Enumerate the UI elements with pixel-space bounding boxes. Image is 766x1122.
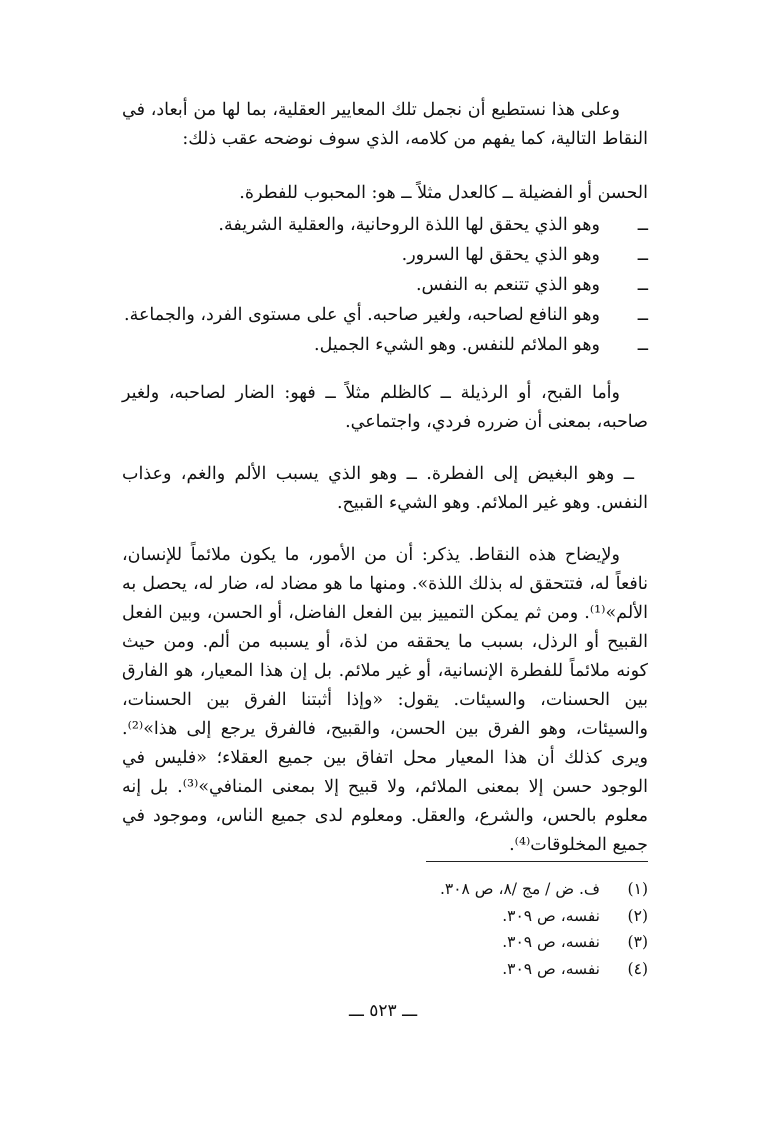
dash-marker: ــ bbox=[637, 275, 648, 295]
good-attributes-list bbox=[122, 210, 648, 360]
dash-marker: ــ bbox=[637, 305, 648, 325]
dash-marker: ــ bbox=[637, 215, 648, 235]
dash-marker: ــ bbox=[637, 335, 648, 355]
page-number: ـــ ٥٢٣ ـــ bbox=[348, 1001, 418, 1021]
list-item: ــوهو الذي يحقق لها اللذة الروحانية، والعقلية الشريفة. bbox=[122, 210, 648, 240]
footnote-item: (٤)نفسه، ص ٣٠٩. bbox=[502, 959, 648, 978]
list-item: ــوهو الذي تتنعم به النفس. bbox=[122, 270, 648, 300]
explanation-paragraph: ولإيضاح هذه النقاط. يذكر: أن من الأمور، ما يكون ملائماً للإنسان، نافعاً له، فتتحقق له بذلك اللذة». ومنها ما هو مضاد له، ضار له، يحصل به الألم»⁽¹⁾. ومن ثم يمكن التمييز بين الفعل الفاضل، أو الحسن، وبين الفعل القبيح أو الرذل، بسبب ما يحققه من لذة، أو يسببه من ألم. ومن حيث كونه ملائماً للفطرة الإنسانية، أو غير ملائم. بل إن هذا المعيار، هو الفارق بين الحسنات، والسيئات. يقول: «وإذا أثبتنا الفرق بين الحسنات، والسيئات، وهو الفرق بين الحسن، والقبيح، فالفرق يرجع إلى هذا»⁽²⁾. ويرى كذلك أن هذا المعيار محل اتفاق بين جميع العقلاء؛ «فليس في الوجود حسن إلا بمعنى الملائم، ولا قبيح إلا بمعنى المنافي»⁽³⁾. بل إنه معلوم بالحس، والشرع، والعقل. ومعلوم لدى جميع الناس، وموجود في جميع المخلوقات⁽⁴⁾. bbox=[122, 545, 648, 855]
list-item: ــوهو الذي يحقق لها السرور. bbox=[122, 240, 648, 270]
list-item: ــوهو النافع لصاحبه، ولغير صاحبه. أي على مستوى الفرد، والجماعة. bbox=[122, 300, 648, 330]
footnote-item: (٢)نفسه، ص ٣٠٩. bbox=[502, 906, 648, 925]
bad-definition-paragraph: وأما القبح، أو الرذيلة ــ كالظلم مثلاً ــ فهو: الضار لصاحبه، ولغير صاحبه، بمعنى أن ضرره فردي، واجتماعي. bbox=[122, 383, 648, 432]
footnotes-list bbox=[300, 876, 648, 982]
dash-marker: ــ bbox=[637, 245, 648, 265]
footnote-separator bbox=[426, 861, 648, 862]
list-item: ــوهو الملائم للنفس. وهو الشيء الجميل. bbox=[122, 330, 648, 360]
intro-paragraph: وعلى هذا نستطيع أن نجمل تلك المعايير العقلية، بما لها من أبعاد، في النقاط التالية، كما يفهم من كلامه، الذي سوف نوضحه عقب ذلك: bbox=[122, 100, 648, 149]
footnote-item: (١)ف. ض / مج /٨، ص ٣٠٨. bbox=[439, 880, 648, 898]
good-definition-heading: الحسن أو الفضيلة ــ كالعدل مثلاً ــ هو: المحبوب للفطرة. bbox=[239, 183, 648, 203]
footnote-item: (٣)نفسه، ص ٣٠٩. bbox=[502, 933, 648, 951]
bad-attributes-paragraph: ــ وهو البغيض إلى الفطرة. ــ وهو الذي يسبب الألم والغم، وعذاب النفس. وهو غير الملائم. وهو الشيء القبيح. bbox=[122, 464, 648, 513]
